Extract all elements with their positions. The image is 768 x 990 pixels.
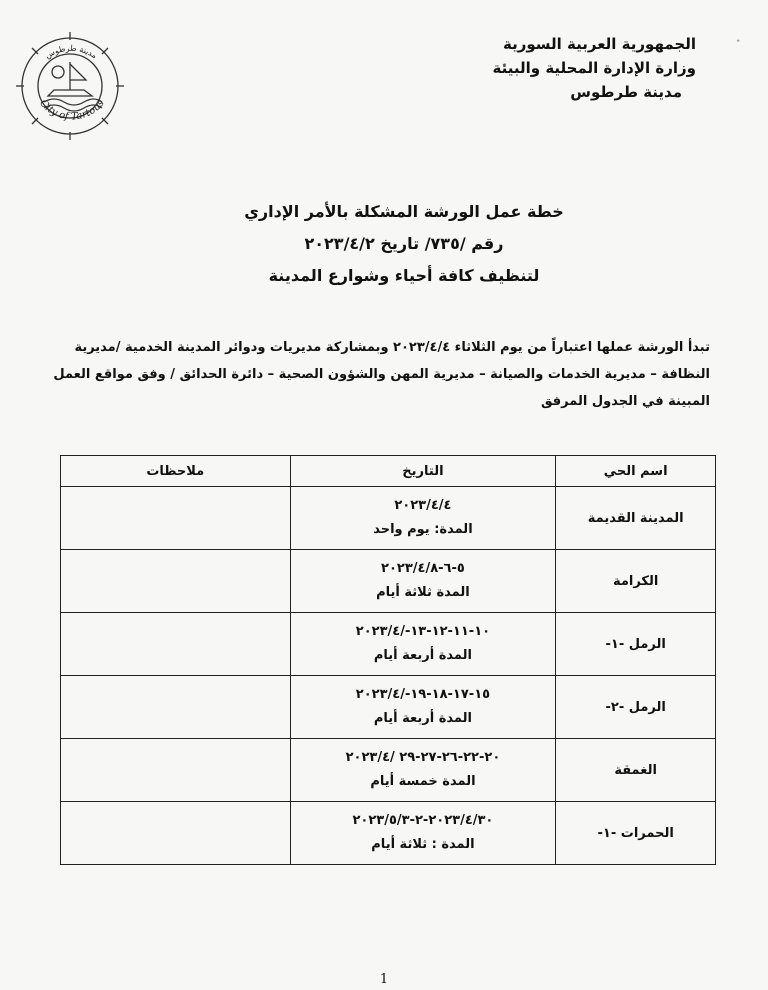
title-line-1: خطة عمل الورشة المشكلة بالأمر الإداري: [244, 202, 564, 221]
date-cell: [290, 676, 556, 739]
table-row: [61, 613, 716, 676]
work-dates: ٢٠-٢٢-٢٦-٢٧-٢٩ /٢٠٢٣/٤: [345, 750, 501, 765]
table-row: [61, 802, 716, 865]
table-row: [61, 676, 716, 739]
neighborhood-name: الغمقة: [556, 739, 716, 802]
work-duration: المدة: يوم واحد: [373, 522, 473, 537]
notes-cell: [61, 676, 291, 739]
schedule-table: [60, 455, 716, 865]
notes-cell: [61, 613, 291, 676]
work-dates: ٢٠٢٣/٤/٣٠-٢-٢٠٢٣/٥/٣: [352, 813, 494, 828]
work-dates: ١٠-١١-١٢-١٣-/٢٠٢٣/٤: [355, 624, 491, 639]
neighborhood-name: الحمرات -١-: [556, 802, 716, 865]
date-cell: [290, 613, 556, 676]
letterhead: [493, 32, 696, 104]
header-date: التاريخ: [290, 456, 556, 487]
date-cell: [290, 550, 556, 613]
header-neighborhood: اسم الحي: [556, 456, 716, 487]
notes-cell: [61, 739, 291, 802]
header-country: الجمهورية العربية السورية: [503, 35, 696, 53]
work-duration: المدة أربعة أيام: [373, 711, 472, 726]
neighborhood-name: الرمل -٢-: [556, 676, 716, 739]
header-city: مدينة طرطوس: [570, 83, 682, 101]
notes-cell: [61, 802, 291, 865]
intro-line-1: تبدأ الورشة عملها اعتباراً من يوم الثلاثاء ٢٠٢٣/٤/٤ وبمشاركة مديريات ودوائر المدينة الخدمية /مديرية: [74, 340, 710, 355]
neighborhood-name: المدينة القديمة: [556, 487, 716, 550]
work-dates: ٥-٦-٢٠٢٣/٤/٨: [381, 561, 465, 576]
intro-line-2: النظافة – مديرية الخدمات والصيانة – مديرية المهن والشؤون الصحية – دائرة الحدائق / وفق مواقع العمل: [53, 367, 710, 382]
work-duration: المدة خمسة أيام: [370, 774, 476, 789]
city-seal-logo: [14, 10, 126, 160]
title-line-3: لتنظيف كافة أحياء وشوارع المدينة: [268, 266, 540, 285]
header-ministry: وزارة الإدارة المحلية والبيئة: [492, 59, 696, 77]
work-dates: ٢٠٢٣/٤/٤: [394, 498, 452, 513]
date-cell: [290, 802, 556, 865]
table-row: [61, 739, 716, 802]
neighborhood-name: الكرامة: [556, 550, 716, 613]
date-cell: [290, 739, 556, 802]
svg-text:مدينة طرطوس: [44, 44, 99, 61]
table-header-row: [61, 456, 716, 487]
corner-mark: ᐩ: [736, 38, 740, 49]
seal-top-text: مدينة طرطوس: [43, 43, 99, 61]
notes-cell: [61, 550, 291, 613]
intro-paragraph: [53, 334, 710, 415]
seal-bottom-text: City of Tartous: [37, 97, 107, 123]
intro-line-3: المبينة في الجدول المرفق: [540, 394, 710, 409]
table-row: [61, 487, 716, 550]
work-duration: المدة : ثلاثة أيام: [371, 837, 475, 852]
table-row: [61, 550, 716, 613]
date-cell: [290, 487, 556, 550]
work-duration: المدة ثلاثة أيام: [376, 585, 470, 600]
header-notes: ملاحظات: [61, 456, 291, 487]
title-line-2: رقم /٧٣٥/ تاريخ ٢٠٢٣/٤/٢: [304, 234, 504, 253]
page-number: 1: [379, 972, 389, 987]
work-dates: ١٥-١٧-١٨-١٩-/٢٠٢٣/٤: [355, 687, 491, 702]
document-title: [0, 196, 768, 292]
neighborhood-name: الرمل -١-: [556, 613, 716, 676]
notes-cell: [61, 487, 291, 550]
work-duration: المدة أربعة أيام: [373, 648, 472, 663]
